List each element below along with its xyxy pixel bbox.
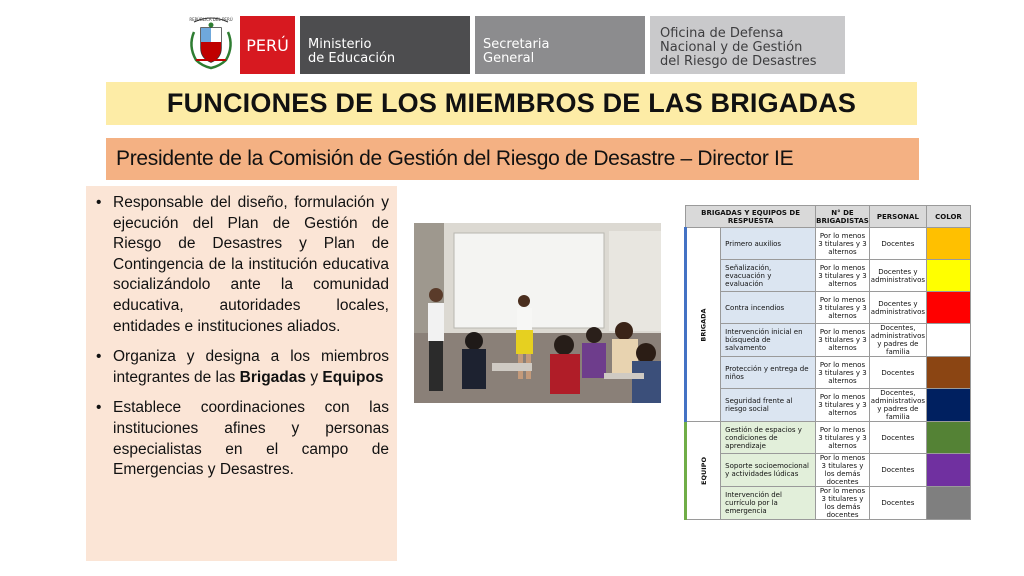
- oficina-line-3: del Riesgo de Desastres: [660, 54, 817, 69]
- row-num: Por lo menos 3 titulares y 3 alternos: [816, 357, 870, 389]
- row-num: Por lo menos 3 titulares y 3 alternos: [816, 324, 870, 357]
- ministry-line-1: Ministerio: [308, 37, 372, 52]
- table-row: [686, 357, 971, 389]
- row-color-swatch: [927, 357, 971, 389]
- row-color-swatch: [927, 260, 971, 292]
- row-num: Por lo menos 3 titulares y los demás docentes: [816, 454, 870, 487]
- slide-subtitle: Presidente de la Comisión de Gestión del Riesgo de Desastre – Director IE: [116, 147, 794, 170]
- table-row: [686, 228, 971, 260]
- functions-list: [94, 193, 389, 481]
- secretaria-label-box: [475, 16, 645, 74]
- function-item-2-bold-equipos: Equipos: [322, 368, 384, 386]
- row-name: Primero auxilios: [721, 228, 816, 260]
- row-personal: Docentes y administrativos: [869, 260, 926, 292]
- header-num-brigadistas: N° DE BRIGADISTAS: [816, 206, 870, 228]
- brigades-table: [684, 205, 971, 520]
- row-personal: Docentes, administrativos y padres de familia: [870, 324, 925, 356]
- row-personal: Docentes: [869, 228, 926, 260]
- function-item-2-text: Organiza y designa a los miembros integrantes de las: [113, 348, 389, 386]
- function-item-3: • Establece coordinaciones con las instituciones afines y personas especialistas en el campo de Emergencias y Desastres.: [94, 398, 389, 480]
- row-name: Contra incendios: [721, 292, 816, 324]
- row-personal: Docentes, administrativos y padres de familia: [870, 389, 925, 421]
- group-label-equipo: [686, 422, 721, 520]
- row-color-swatch: [927, 487, 971, 520]
- row-color-swatch: [927, 292, 971, 324]
- row-color-swatch: [927, 228, 971, 260]
- row-personal: Docentes y administrativos: [869, 292, 926, 324]
- row-color-swatch: [927, 389, 971, 422]
- ministry-label-box: [300, 16, 470, 74]
- row-personal: Docentes: [869, 422, 926, 454]
- row-num: Por lo menos 3 titulares y 3 alternos: [816, 292, 870, 324]
- oficina-line-2: Nacional y de Gestión: [660, 40, 803, 55]
- row-color-swatch: [927, 422, 971, 454]
- table-row: [686, 324, 971, 357]
- table-row: [686, 260, 971, 292]
- table-row: [686, 292, 971, 324]
- functions-panel: [86, 186, 397, 561]
- group-brigada-text: BRIGADA: [699, 307, 708, 342]
- row-name: Seguridad frente al riesgo social: [721, 389, 816, 422]
- row-personal: Docentes: [869, 454, 926, 487]
- function-item-2-bold-brigadas: Brigadas: [239, 368, 307, 386]
- row-personal: Docentes: [869, 487, 926, 520]
- row-name: Intervención inicial en búsqueda de salvamento: [721, 324, 816, 357]
- row-num: Por lo menos 3 titulares y 3 alternos: [816, 260, 870, 292]
- table-header-row: [686, 206, 971, 228]
- peru-label: PERÚ: [246, 35, 289, 55]
- row-color-swatch: [927, 324, 971, 357]
- slide-subtitle-bar: [106, 138, 919, 180]
- svg-text:REPÚBLICA DEL PERÚ: REPÚBLICA DEL PERÚ: [189, 17, 233, 22]
- peru-coat-of-arms: [186, 14, 236, 72]
- peru-label-box: [240, 16, 295, 74]
- header-personal: PERSONAL: [869, 206, 926, 228]
- row-personal: Docentes: [869, 357, 926, 389]
- row-name: Protección y entrega de niños: [721, 357, 816, 389]
- row-color-swatch: [927, 454, 971, 487]
- row-name: Señalización, evacuación y evaluación: [721, 260, 816, 292]
- secretaria-line-1: Secretaria: [483, 37, 550, 52]
- slide-title-bar: [106, 82, 917, 125]
- secretaria-line-2: General: [483, 51, 535, 66]
- function-item-2-mid: y: [306, 368, 323, 386]
- function-item-1: • Responsable del diseño, formulación y ejecución del Plan de Gestión de Riesgo de Desastres y Plan de Contingencia de la institución educativa socializándolo ante la comunidad educativa, autoridades locales, entidades e instituciones aliados.: [94, 193, 389, 337]
- row-name: Intervención del currículo por la emergencia: [721, 487, 816, 520]
- group-equipo-text: EQUIPO: [699, 456, 708, 485]
- header-color: COLOR: [927, 206, 971, 228]
- table-row: [686, 422, 971, 454]
- function-item-2: [94, 347, 389, 388]
- row-name: Gestión de espacios y condiciones de aprendizaje: [721, 422, 816, 454]
- group-label-brigada: [686, 228, 721, 422]
- slide-title: FUNCIONES DE LOS MIEMBROS DE LAS BRIGADAS: [166, 88, 857, 118]
- row-num: Por lo menos 3 titulares y 3 alternos: [816, 422, 870, 454]
- oficina-label-box: [650, 16, 845, 74]
- row-num: Por lo menos 3 titulares y 3 alternos: [816, 389, 870, 422]
- header-brigadas: BRIGADAS Y EQUIPOS DE RESPUESTA: [686, 206, 816, 228]
- oficina-line-1: Oficina de Defensa: [660, 26, 784, 41]
- table-row: [686, 454, 971, 487]
- classroom-photo: [414, 223, 661, 403]
- ministry-line-2: de Educación: [308, 51, 396, 66]
- row-num: Por lo menos 3 titulares y los demás docentes: [816, 487, 870, 520]
- table-row: [686, 487, 971, 520]
- table-row: [686, 389, 971, 422]
- brigades-table-image: [684, 205, 971, 519]
- row-name: Soporte socioemocional y actividades lúdicas: [721, 454, 816, 487]
- row-num: Por lo menos 3 titulares y 3 alternos: [816, 228, 870, 260]
